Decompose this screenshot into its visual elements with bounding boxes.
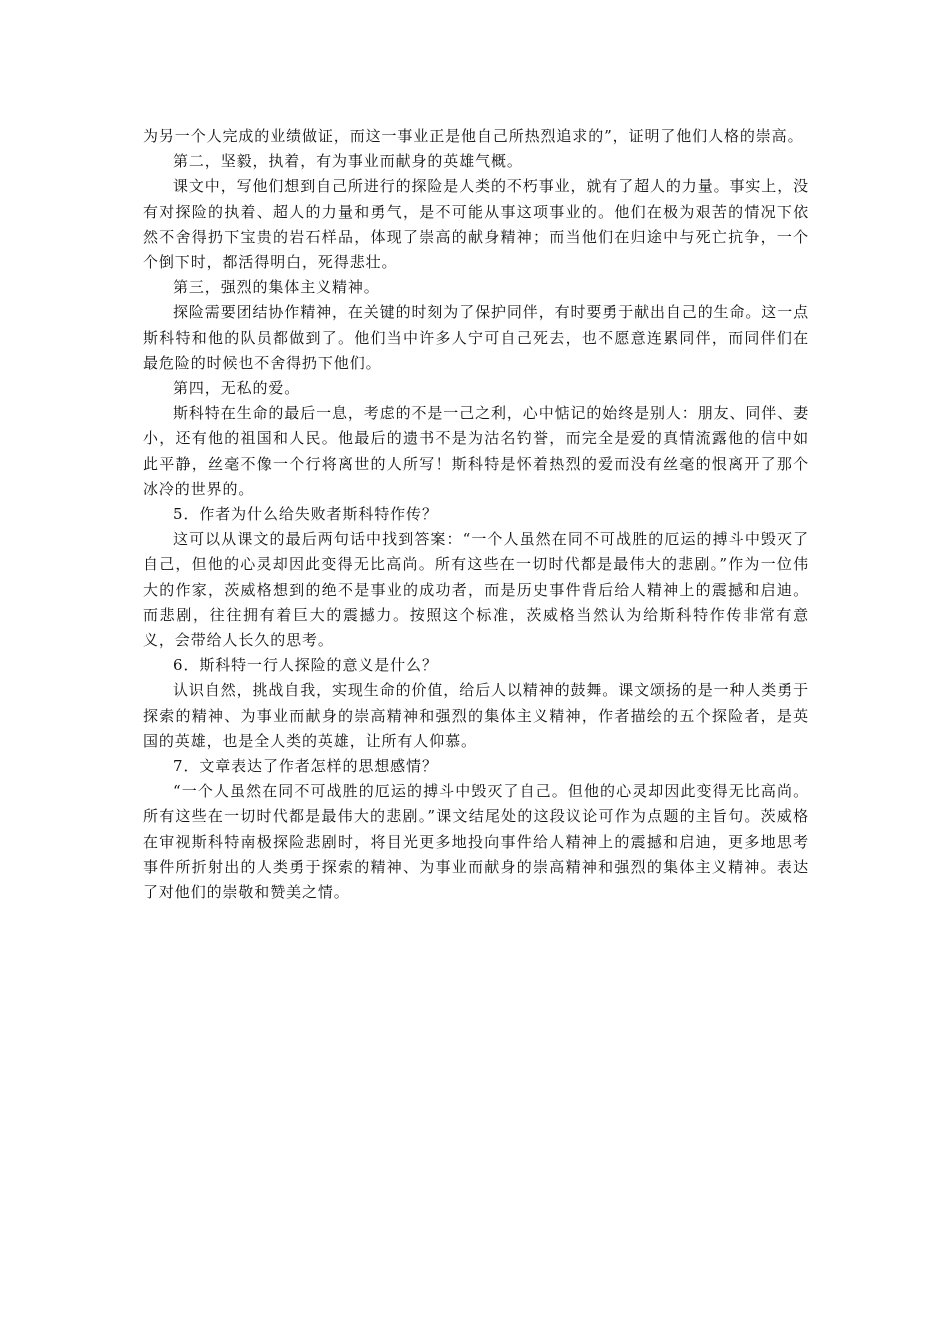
document-body [143, 124, 809, 905]
answer-6: 认识自然，挑战自我，实现生命的价值，给后人以精神的鼓舞。课文颂扬的是一种人类勇于探索的精神、为事业而献身的崇高精神和强烈的集体主义精神，作者描绘的五个探险者，是英国的英雄，也是全人类的英雄，让所有人仰慕。 [143, 681, 810, 750]
point-three-heading: 第三，强烈的集体主义精神。 [173, 278, 380, 297]
answer-7: “一个人虽然在同不可战胜的厄运的搏斗中毁灭了自己。但他的心灵却因此变得无比高尚。所有这些在一切时代都是最伟大的悲剧。”课文结尾处的这段议论可作为点题的主旨句。茨威格在审视斯科特南极探险悲剧时，将目光更多地投向事件给人精神上的震撼和启迪，更多地思考事件所折射出的人类勇于探索的精神、为事业而献身的崇高精神和强烈的集体主义精神。表达了对他们的崇敬和赞美之情。 [143, 782, 809, 902]
question-7: 7．文章表达了作者怎样的思想感情？ [173, 757, 438, 776]
point-four-body: 斯科特在生命的最后一息，考虑的不是一己之利，心中惦记的始终是别人：朋友、同伴、妻小，还有他的祖国和人民。他最后的遗书不是为沽名钓誉，而完全是爱的真情流露他的信中如此平静，丝毫不像一个行将离世的人所写！斯科特是怀着热烈的爱而没有丝毫的恨离开了那个冰冷的世界的。 [143, 404, 810, 498]
question-6: 6．斯科特一行人探险的意义是什么？ [173, 656, 438, 675]
point-four-heading: 第四，无私的爱。 [173, 379, 301, 398]
point-two-body: 课文中，写他们想到自己所进行的探险是人类的不朽事业，就有了超人的力量。事实上，没有对探险的执着、超人的力量和勇气，是不可能从事这项事业的。他们在极为艰苦的情况下依然不舍得扔下宝贵的岩石样品，体现了崇高的献身精神；而当他们在归途中与死亡抗争，一个个倒下时，都活得明白，死得悲壮。 [143, 177, 810, 272]
paragraph-continued: 为另一个人完成的业绩做证，而这一事业正是他自己所热烈追求的”，证明了他们人格的崇高。 [143, 127, 804, 145]
point-three-body: 探险需要团结协作精神，在关键的时刻为了保护同伴，有时要勇于献出自己的生命。这一点斯科特和他的队员都做到了。他们当中许多人宁可自己死去，也不愿意连累同伴，而同伴们在最危险的时候也不舍得扔下他们。 [143, 303, 810, 372]
point-two-heading: 第二，坚毅，执着，有为事业而献身的英雄气概。 [173, 152, 523, 171]
answer-5: 这可以从课文的最后两句话中找到答案：“一个人虽然在同不可战胜的厄运的搏斗中毁灭了自己，但他的心灵却因此变得无比高尚。所有这些在一切时代都是最伟大的悲剧。”作为一位伟大的作家，茨威格想到的绝不是事业的成功者，而是历史事件背后给人精神上的震撼和启迪。而悲剧，往往拥有着巨大的震撼力。按照这个标准，茨威格当然认为给斯科特作传非常有意义，会带给人长久的思考。 [143, 530, 809, 650]
question-5: 5．作者为什么给失败者斯科特作传？ [173, 505, 438, 524]
